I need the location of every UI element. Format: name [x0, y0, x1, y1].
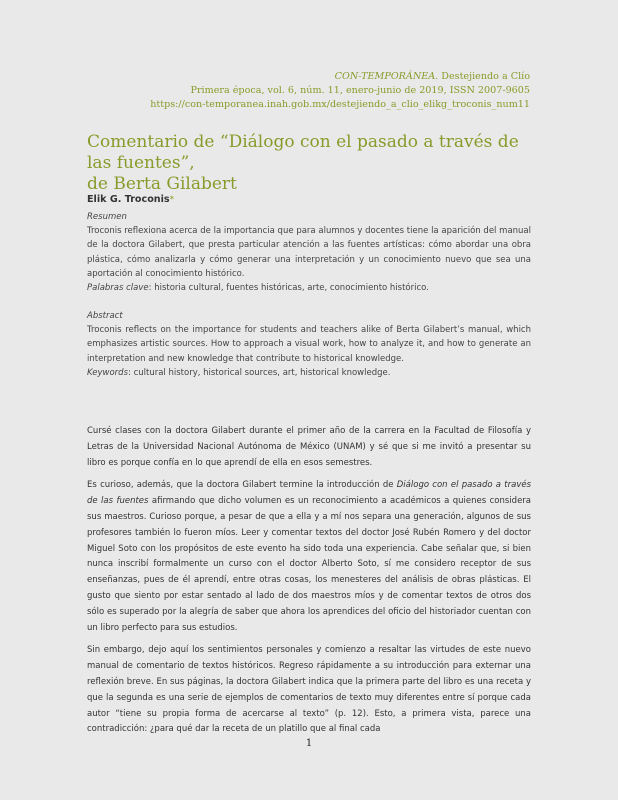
palabras-clave-text: : historia cultural, fuentes históricas, arte, conocimiento histórico.	[148, 283, 429, 294]
header-journal-line	[150, 70, 530, 84]
article-body	[87, 424, 531, 745]
header-url[interactable]: https://con-temporanea.inah.gob.mx/destejiendo_a_clio_elikg_troconis_num11	[150, 99, 530, 110]
running-header	[150, 70, 530, 112]
paragraph-2-start: Es curioso, además, que la doctora Gilabert termine la introducción de	[87, 480, 397, 491]
keywords-label: Keywords	[87, 367, 129, 378]
abstract-text: Troconis reflects on the importance for students and teachers alike of Berta Gilabert’s manual, which emphasizes artistic sources. How to approach a visual work, how to analyze it, and how to generate an interpretation and new knowledge that contribute to historical knowledge.	[87, 325, 531, 364]
book-title: Diálogo con el pasado a través de las fuentes	[87, 480, 532, 507]
palabras-clave	[87, 281, 531, 295]
journal-name: CON-TEMPORÁNEA	[334, 71, 436, 82]
author-name: Elik G. Troconis	[87, 194, 170, 205]
abstract-block	[87, 309, 531, 380]
title-line-1: Comentario de “Diálogo con el pasado a través de las fuentes”,	[87, 132, 519, 173]
resumen-block	[87, 210, 531, 295]
paragraph-3: Sin embargo, dejo aquí los sentimientos personales y comienzo a resaltar las virtudes de este nuevo manual de comentario de textos históricos. Regreso rápidamente a su introducción para externar una reflexión breve. En sus páginas, la doctora Gilabert indica que la primera parte del libro es una receta y que la segunda es una serie de ejemplos de comentarios de texto muy diferentes entre sí porque cada autor “tiene su propia forma de acercarse al texto” (p. 12). Esto, a primera vista, parece una contradicción: ¿para qué dar la receta de un platillo que al final cada	[87, 645, 531, 735]
paragraph-2-rest: afirmando que dicho volumen es un reconocimiento a académicos a quienes considera sus maestros. Curioso porque, a pesar de que a ella y a mí nos separa una generación, algunos de sus profesores también lo fueron míos. Leer y comentar textos del doctor José Rubén Romero y del doctor Miguel Soto con los propósitos de este evento ha sido toda una experiencia. Cabe señalar que, si bien nunca inscribí formalmente un curso con el doctor Alberto Soto, sí me considero receptor de sus enseñanzas, pues de él aprendí, entre otras cosas, los menesteres del análisis de obras plásticas. El gusto que siento por estar sentado al lado de dos maestros míos y de comentar textos de otros dos sólo es superado por la alegría de saber que ahora los aprendices del oficio del historiador cuentan con un libro perfecto para sus estudios.	[87, 496, 532, 633]
paragraph-1: Cursé clases con la doctora Gilabert durante el primer año de la carrera en la Facultad de Filosofía y Letras de la Universidad Nacional Autónoma de México (UNAM) y sé que si me invitó a presentar su libro es porque confía en lo que aprendí de ella en esos semestres.	[87, 426, 531, 468]
author-line	[87, 194, 174, 205]
article-title	[87, 132, 547, 195]
author-footnote-mark[interactable]: *	[169, 195, 175, 205]
resumen-text: Troconis reflexiona acerca de la importancia que para alumnos y docentes tiene la aparición del manual de la doctora Gilabert, que presta particular atención a las fuentes artísticas: cómo abordar una obra plástica, cómo analizarla y cómo generar una interpretación y un conocimiento nuevo que sea una aportación al conocimiento histórico.	[87, 226, 531, 279]
title-line-2: de Berta Gilabert	[87, 174, 237, 194]
keywords	[87, 366, 531, 380]
abstract-label: Abstract	[87, 311, 123, 321]
paragraph-2	[87, 478, 531, 636]
page-number: 1	[305, 738, 313, 749]
palabras-clave-label: Palabras clave	[87, 283, 149, 294]
section-name: . Destejiendo a Clío	[435, 71, 530, 82]
keywords-text: : cultural history, historical sources, art, historical knowledge.	[128, 367, 391, 378]
resumen-label: Resumen	[87, 212, 127, 222]
header-issue: Primera época, vol. 6, núm. 11, enero-junio de 2019, ISSN 2007-9605	[190, 85, 530, 96]
